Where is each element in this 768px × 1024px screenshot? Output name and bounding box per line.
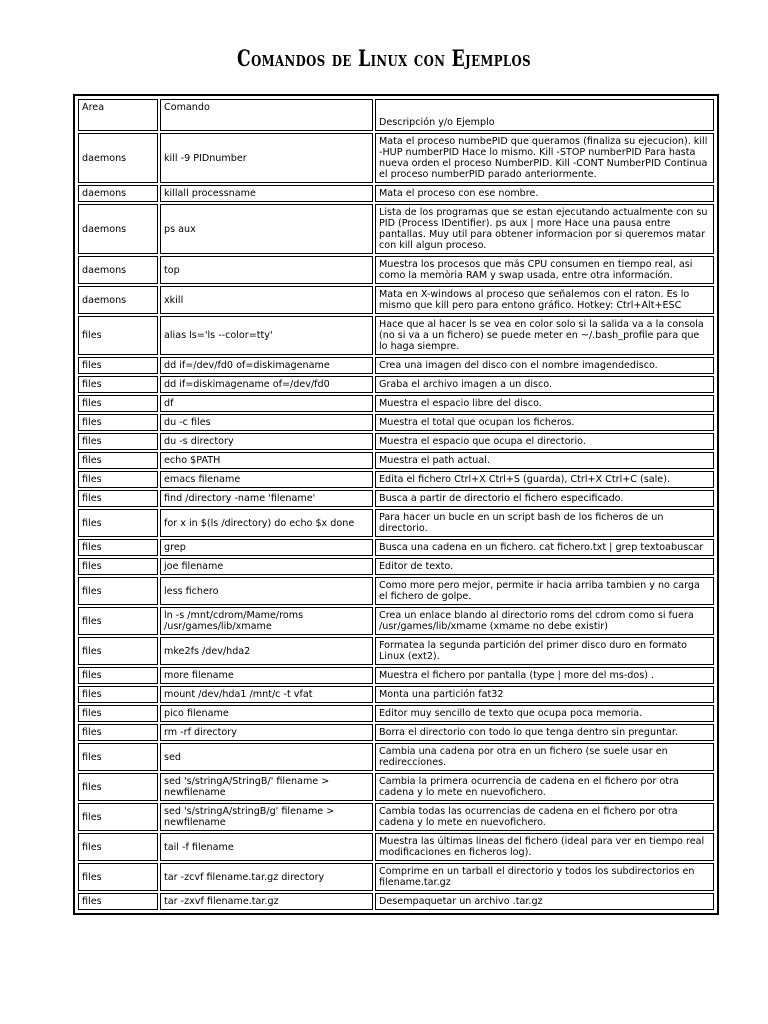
cell-area: files: [78, 433, 158, 450]
table-header-row: [78, 99, 714, 131]
table-row: [78, 185, 714, 202]
cell-command: tar -zcvf filename.tar.gz directory: [160, 863, 373, 891]
cell-command: ln -s /mnt/cdrom/Mame/roms /usr/games/lib/xmame: [160, 607, 373, 635]
cell-area: files: [78, 490, 158, 507]
cell-area: daemons: [78, 204, 158, 254]
cell-area: daemons: [78, 133, 158, 183]
cell-command: du -c files: [160, 414, 373, 431]
cell-command: less fichero: [160, 577, 373, 605]
cell-command: alias ls='ls --color=tty': [160, 316, 373, 355]
cell-area: daemons: [78, 185, 158, 202]
cell-command: xkill: [160, 286, 373, 314]
cell-area: files: [78, 509, 158, 537]
cell-description: Cambia una cadena por otra en un fichero (se suele usar en redirecciones.: [375, 743, 714, 771]
cell-area: files: [78, 607, 158, 635]
cell-area: files: [78, 395, 158, 412]
header-description: Descripción y/o Ejemplo: [375, 99, 714, 131]
table-row: [78, 743, 714, 771]
table-row: [78, 686, 714, 703]
table-row: [78, 577, 714, 605]
cell-area: files: [78, 686, 158, 703]
table-row: [78, 863, 714, 891]
cell-description: Muestra el fichero por pantalla (type | more del ms-dos) .: [375, 667, 714, 684]
cell-description: Para hacer un bucle en un script bash de los ficheros de un directorio.: [375, 509, 714, 537]
cell-command: joe filename: [160, 558, 373, 575]
cell-area: files: [78, 863, 158, 891]
cell-description: Busca una cadena en un fichero. cat fichero.txt | grep textoabuscar: [375, 539, 714, 556]
table-row: [78, 471, 714, 488]
table-row: [78, 286, 714, 314]
cell-description: Cambia la primera ocurrencia de cadena en el fichero por otra cadena y lo mete en nuevofichero.: [375, 773, 714, 801]
table-row: [78, 667, 714, 684]
cell-description: Muestra el espacio que ocupa el directorio.: [375, 433, 714, 450]
cell-command: dd if=/dev/fd0 of=diskimagename: [160, 357, 373, 374]
cell-area: files: [78, 833, 158, 861]
table-row: [78, 490, 714, 507]
cell-description: Muestra el total que ocupan los ficheros.: [375, 414, 714, 431]
table-row: [78, 395, 714, 412]
cell-description: Mata en X-windows al proceso que señalemos con el raton. Es lo mismo que kill pero para entono gráfico. Hotkey: Ctrl+Alt+ESC: [375, 286, 714, 314]
cell-command: kill -9 PIDnumber: [160, 133, 373, 183]
cell-area: files: [78, 539, 158, 556]
cell-description: Crea una imagen del disco con el nombre imagendedisco.: [375, 357, 714, 374]
cell-description: Muestra las últimas lineas del fichero (ideal para ver en tiempo real modificaciones en ficheros log).: [375, 833, 714, 861]
table-row: [78, 773, 714, 801]
cell-area: daemons: [78, 286, 158, 314]
cell-command: ps aux: [160, 204, 373, 254]
cell-description: Comprime en un tarball el directorio y todos los subdirectorios en filename.tar.gz: [375, 863, 714, 891]
cell-area: files: [78, 773, 158, 801]
commands-table-frame: [73, 94, 719, 915]
cell-area: files: [78, 577, 158, 605]
cell-description: Lista de los programas que se estan ejecutando actualmente con su PID (Process IDentifier). ps aux | more Hace una pausa entre pantallas. Muy util para obtener informacion por si queremos matar con kill algun proceso.: [375, 204, 714, 254]
cell-command: sed 's/stringA/stringB/g' filename > newfilename: [160, 803, 373, 831]
cell-area: files: [78, 452, 158, 469]
cell-area: files: [78, 316, 158, 355]
cell-command: top: [160, 256, 373, 284]
cell-command: emacs filename: [160, 471, 373, 488]
cell-command: more filename: [160, 667, 373, 684]
table-row: [78, 893, 714, 910]
cell-area: files: [78, 471, 158, 488]
cell-description: Como more pero mejor, permite ir hacia arriba tambien y no carga el fichero de golpe.: [375, 577, 714, 605]
cell-area: files: [78, 376, 158, 393]
cell-command: pico filename: [160, 705, 373, 722]
commands-table: [76, 97, 716, 912]
cell-command: sed: [160, 743, 373, 771]
table-row: [78, 637, 714, 665]
cell-command: du -s directory: [160, 433, 373, 450]
cell-command: mke2fs /dev/hda2: [160, 637, 373, 665]
page-title: Comandos de Linux con Ejemplos: [237, 46, 531, 72]
cell-description: Desempaquetar un archivo .tar.gz: [375, 893, 714, 910]
table-row: [78, 724, 714, 741]
table-row: [78, 452, 714, 469]
cell-command: tail -f filename: [160, 833, 373, 861]
cell-description: Busca a partir de directorio el fichero especificado.: [375, 490, 714, 507]
cell-command: dd if=diskimagename of=/dev/fd0: [160, 376, 373, 393]
cell-description: Graba el archivo imagen a un disco.: [375, 376, 714, 393]
cell-description: Muestra el espacio libre del disco.: [375, 395, 714, 412]
cell-command: find /directory -name 'filename': [160, 490, 373, 507]
cell-command: tar -zxvf filename.tar.gz: [160, 893, 373, 910]
cell-description: Editor de texto.: [375, 558, 714, 575]
cell-description: Mata el proceso numbePID que queramos (finaliza su ejecucion). kill -HUP numberPID Hace lo mismo. Kill -STOP numberPID Para hasta nueva orden el proceso NumberPID. Kill -CONT NumberPID Continua el proceso numberPID parado anteriormente.: [375, 133, 714, 183]
cell-description: Formatea la segunda partición del primer disco duro en formato Linux (ext2).: [375, 637, 714, 665]
cell-description: Crea un enlace blando al directorio roms del cdrom como si fuera /usr/games/lib/xmame (xmame no debe existir): [375, 607, 714, 635]
cell-description: Muestra los procesos que más CPU consumen en tiempo real, asi como la memòria RAM y swap usada, entre otra información.: [375, 256, 714, 284]
cell-command: rm -rf directory: [160, 724, 373, 741]
cell-command: killall processname: [160, 185, 373, 202]
cell-command: echo $PATH: [160, 452, 373, 469]
cell-area: files: [78, 705, 158, 722]
cell-area: files: [78, 414, 158, 431]
cell-command: df: [160, 395, 373, 412]
table-row: [78, 539, 714, 556]
table-row: [78, 705, 714, 722]
cell-description: Borra el directorio con todo lo que tenga dentro sin preguntar.: [375, 724, 714, 741]
cell-description: Hace que al hacer ls se vea en color solo si la salida va a la consola (no si va a un fichero) se puede meter en ~/.bash_profile para que lo haga siempre.: [375, 316, 714, 355]
table-row: [78, 357, 714, 374]
table-row: [78, 833, 714, 861]
cell-command: mount /dev/hda1 /mnt/c -t vfat: [160, 686, 373, 703]
cell-area: files: [78, 667, 158, 684]
table-row: [78, 414, 714, 431]
cell-command: grep: [160, 539, 373, 556]
table-row: [78, 607, 714, 635]
cell-area: files: [78, 558, 158, 575]
table-row: [78, 803, 714, 831]
table-row: [78, 316, 714, 355]
cell-description: Editor muy sencillo de texto que ocupa poca memoria.: [375, 705, 714, 722]
cell-command: for x in $(ls /directory) do echo $x done: [160, 509, 373, 537]
cell-description: Edita el fichero Ctrl+X Ctrl+S (guarda), Ctrl+X Ctrl+C (sale).: [375, 471, 714, 488]
cell-description: Muestra el path actual.: [375, 452, 714, 469]
table-row: [78, 558, 714, 575]
cell-area: files: [78, 357, 158, 374]
header-area: Area: [78, 99, 158, 131]
cell-area: files: [78, 893, 158, 910]
cell-description: Cambia todas las ocurrencias de cadena en el fichero por otra cadena y lo mete en nuevofichero.: [375, 803, 714, 831]
table-row: [78, 433, 714, 450]
table-row: [78, 133, 714, 183]
table-row: [78, 256, 714, 284]
cell-area: files: [78, 724, 158, 741]
table-row: [78, 204, 714, 254]
cell-description: Monta una partición fat32: [375, 686, 714, 703]
cell-area: files: [78, 637, 158, 665]
table-row: [78, 509, 714, 537]
table-row: [78, 376, 714, 393]
cell-command: sed 's/stringA/StringB/' filename > newfilename: [160, 773, 373, 801]
cell-area: files: [78, 803, 158, 831]
cell-area: files: [78, 743, 158, 771]
header-command: Comando: [160, 99, 373, 131]
cell-area: daemons: [78, 256, 158, 284]
cell-description: Mata el proceso con ese nombre.: [375, 185, 714, 202]
